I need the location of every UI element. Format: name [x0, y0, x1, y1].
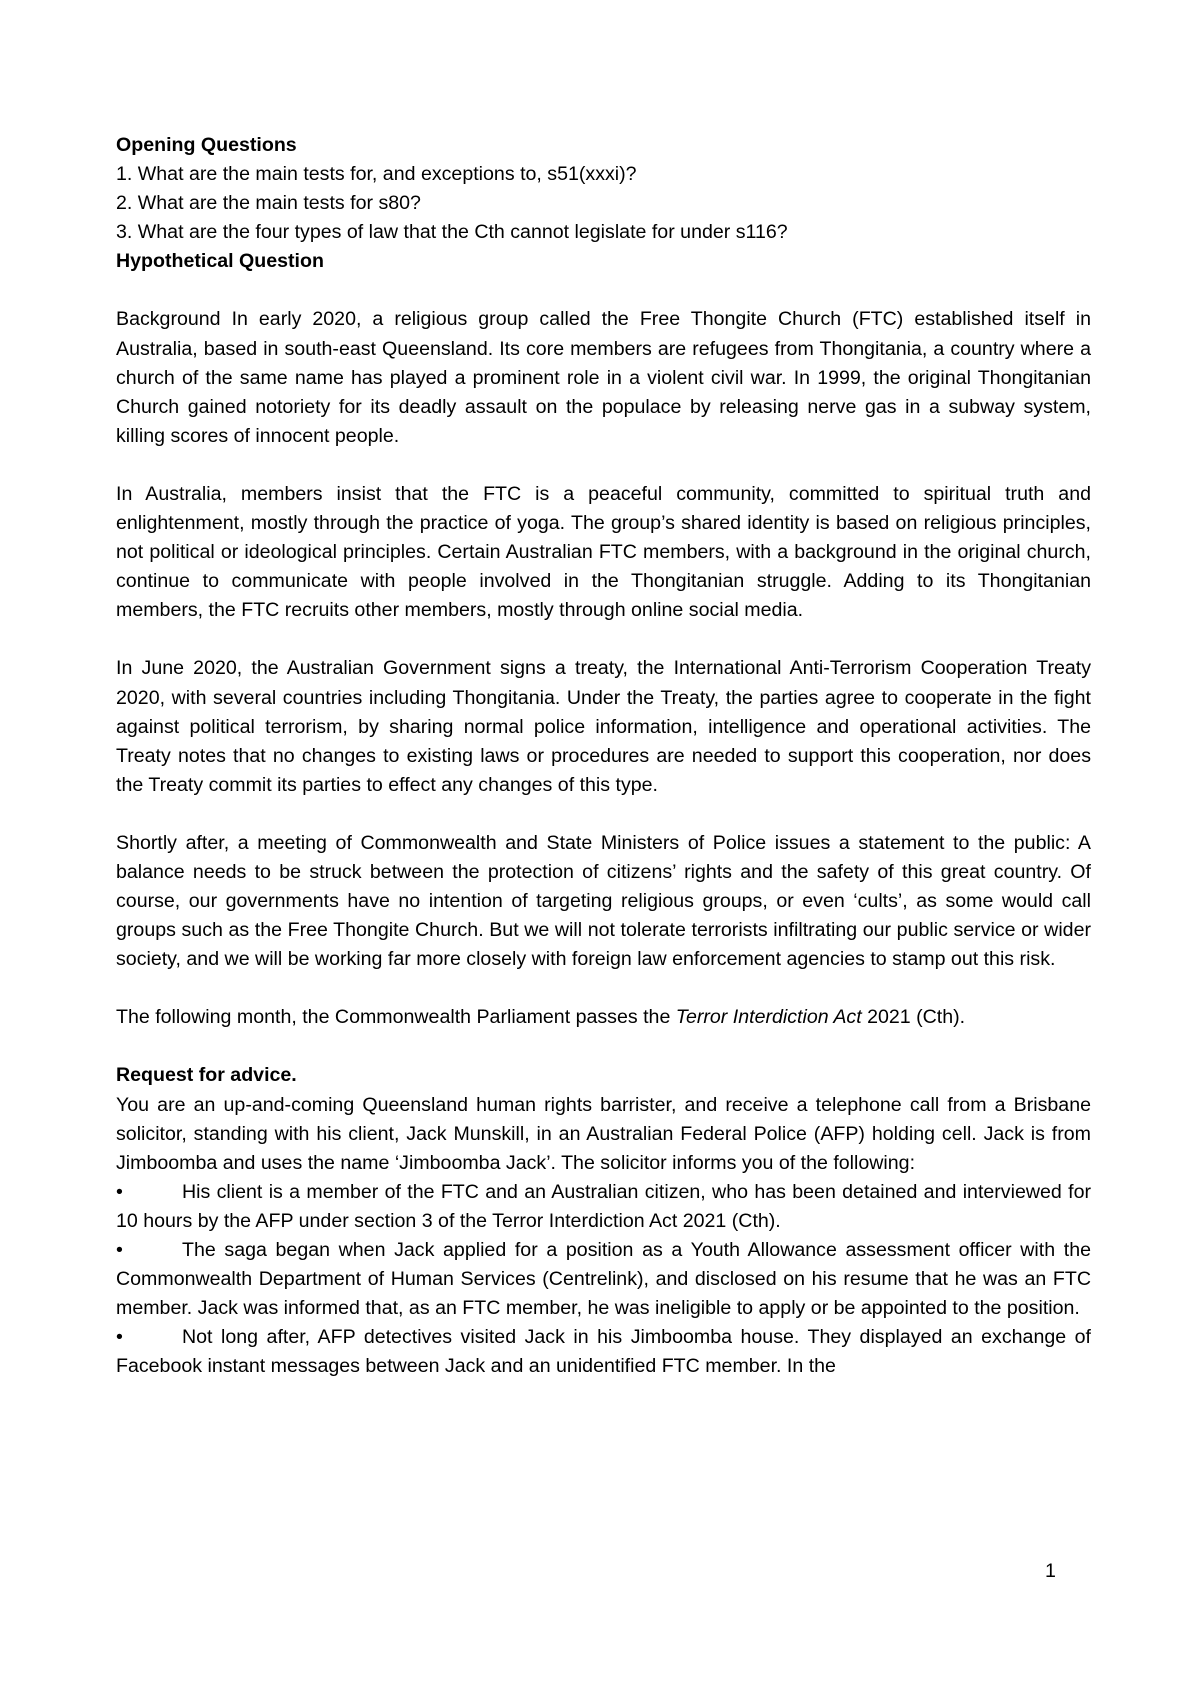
bullet-icon: • [116, 1180, 123, 1203]
background-paragraph: Background In early 2020, a religious group called the Free Thongite Church (FTC) established itself in Australia, based in south-east Queensland. Its core members are refugees from Thongitania, a country where a church of the same name has played a prominent role in a violent civil war. In 1999, the original Thongitanian Church gained notoriety for its deadly assault on the populace by releasing nerve gas in a subway system, killing scores of innocent people. [116, 308, 1091, 447]
australia-paragraph: In Australia, members insist that the FTC is a peaceful community, committed to spiritual truth and enlightenment, mostly through the practice of yoga. The group’s shared identity is based on religious principles, not political or ideological principles. Certain Australian FTC members, with a background in the original church, continue to communicate with people involved in the Thongitanian struggle. Adding to its Thongitanian members, the FTC recruits other members, mostly through online social media. [116, 482, 1091, 622]
act-passed-paragraph [116, 1003, 1091, 1032]
act-title-italic: Terror Interdiction Act [675, 1006, 862, 1029]
page-number: 1 [1045, 1560, 1056, 1582]
bullet-item-3 [116, 1323, 1091, 1381]
bullet-item-1 [116, 1178, 1091, 1236]
opening-questions-heading: Opening Questions [116, 134, 297, 156]
bullet-icon: • [116, 1239, 123, 1261]
spacer [116, 974, 1091, 1003]
spacer [116, 451, 1091, 480]
request-for-advice-heading: Request for advice. [116, 1064, 297, 1087]
bullet-text-1: His client is a member of the FTC and an Australian citizen, who has been detained and interviewed for 10 hours by the AFP under section 3 of the Terror Interdiction Act 2021 (Cth). [116, 1180, 1091, 1232]
act-passed-text-before: The following month, the Commonwealth Parliament passes the [116, 1006, 676, 1029]
bullet-icon: • [116, 1326, 123, 1349]
spacer [116, 800, 1091, 829]
advice-intro-paragraph: You are an up-and-coming Queensland human rights barrister, and receive a telephone call from a Brisbane solicitor, standing with his client, Jack Munskill, in an Australian Federal Police (AFP) holding cell. Jack is from Jimboomba and uses the name ‘Jimboomba Jack’. The solicitor informs you of the following: [116, 1093, 1091, 1174]
spacer [116, 1032, 1091, 1061]
spacer [116, 625, 1091, 654]
hypothetical-question-heading: Hypothetical Question [116, 250, 324, 273]
bullet-text-3: Not long after, AFP detectives visited Jack in his Jimboomba house. They displayed an exchange of Facebook instant messages between Jack and an unidentified FTC member. In the [116, 1326, 1091, 1378]
treaty-paragraph: In June 2020, the Australian Government signs a treaty, the International Anti-Terrorism Cooperation Treaty 2020, with several countries including Thongitania. Under the Treaty, the parties agree to cooperate in the fight against political terrorism, by sharing normal police information, intelligence and operational activities. The Treaty notes that no changes to existing laws or procedures are needed to support this cooperation, nor does the Treaty commit its parties to effect any changes of this type. [116, 657, 1091, 796]
opening-question-1: 1. What are the main tests for, and exceptions to, s51(xxxi)? [116, 163, 637, 186]
opening-question-2: 2. What are the main tests for s80? [116, 192, 421, 215]
document-body [116, 131, 1091, 1381]
bullet-text-2: The saga began when Jack applied for a position as a Youth Allowance assessment officer with the Commonwealth Department of Human Services (Centrelink), and disclosed on his resume that he was an FTC member. Jack was informed that, as an FTC member, he was ineligible to apply or be appointed to the position. [116, 1239, 1091, 1320]
act-passed-text-after: 2021 (Cth). [861, 1006, 966, 1029]
spacer [116, 276, 1091, 305]
opening-question-3: 3. What are the four types of law that the Cth cannot legislate for under s116? [116, 221, 788, 244]
ministers-statement-paragraph: Shortly after, a meeting of Commonwealth and State Ministers of Police issues a statement to the public: A balance needs to be struck between the protection of citizens’ rights and the safety of this great country. Of course, our governments have no intention of targeting religious groups, or even ‘cults’, as some would call groups such as the Free Thongite Church. But we will not tolerate terrorists infiltrating our public service or wider society, and we will be working far more closely with foreign law enforcement agencies to stamp out this risk. [116, 831, 1091, 971]
bullet-item-2 [116, 1236, 1091, 1323]
